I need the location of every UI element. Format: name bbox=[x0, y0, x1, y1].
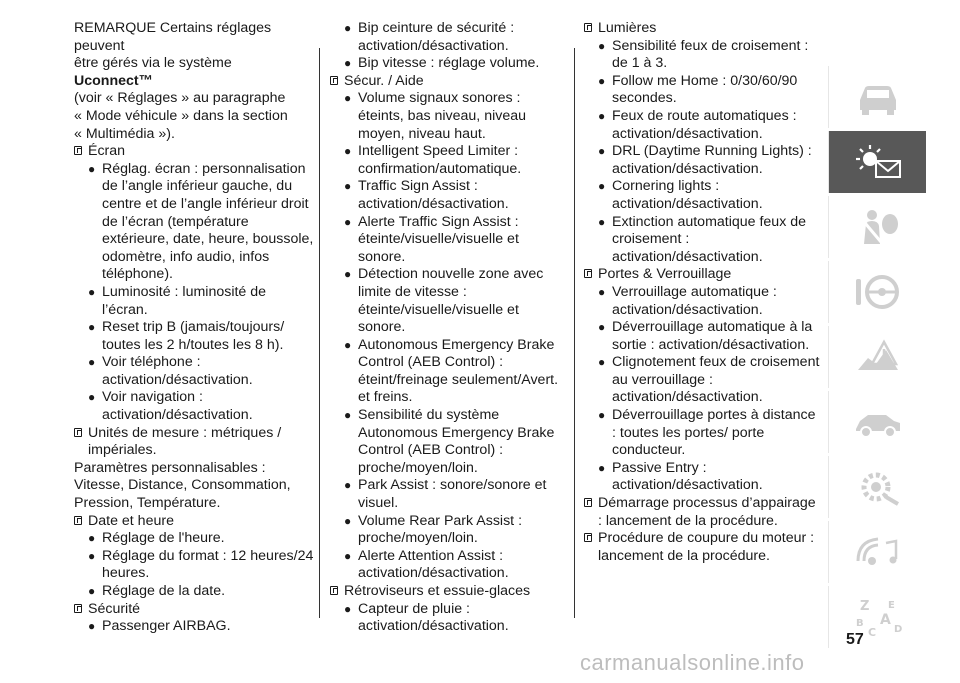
steering-key-icon bbox=[850, 271, 906, 313]
bullet-volume-signaux: ● Volume signaux sonores : éteints, bas niveau, niveau moyen, niveau haut. bbox=[330, 90, 570, 143]
bullet-aeb: ● Autonomous Emergency Brake Control (AEB Control) : éteint/freinage seulement/Avert. et freins. bbox=[330, 337, 570, 407]
bullet-clignotement: ● Clignotement feux de croisement au verrouillage : activation/désactivation. bbox=[584, 354, 820, 407]
bullet-follow-me: ● Follow me Home : 0/30/60/90 secondes. bbox=[584, 73, 820, 108]
chapter-sidebar bbox=[828, 66, 926, 651]
gear-wrench-icon bbox=[850, 466, 906, 508]
bullet-voir-telephone: ● Voir téléphone : activation/désactivation. bbox=[74, 354, 314, 389]
section-secur-aide: Sécur. / Aide bbox=[330, 73, 570, 91]
remark-line-2 bbox=[74, 55, 314, 90]
bullet-cornering: ● Cornering lights : activation/désactivation. bbox=[584, 178, 820, 213]
chapter-tab-lights-messages[interactable] bbox=[828, 131, 926, 193]
section-procedure-coupure: Procédure de coupure du moteur : lancement de la procédure. bbox=[584, 530, 820, 565]
chapter-tab-car-front[interactable] bbox=[828, 66, 926, 128]
light-envelope-icon bbox=[850, 141, 906, 183]
column-divider-1 bbox=[319, 48, 320, 618]
chapter-tab-index[interactable] bbox=[828, 586, 926, 648]
bullet-feux-route: ● Feux de route automatiques : activation/désactivation. bbox=[584, 108, 820, 143]
bullet-alerte-traffic: ● Alerte Traffic Sign Assist : éteinte/visuelle/visuelle et sonore. bbox=[330, 214, 570, 267]
bullet-luminosite: ● Luminosité : luminosité de l’écran. bbox=[74, 284, 314, 319]
bullet-deverrouillage-portes: ● Déverrouillage portes à distance : toutes les portes/ porte conducteur. bbox=[584, 407, 820, 460]
uconnect-brand: Uconnect™ bbox=[74, 72, 153, 89]
parametres-text: Paramètres personnalisables : Vitesse, Distance, Consommation, Pression, Température. bbox=[74, 459, 291, 512]
svg-text:Z: Z bbox=[859, 599, 869, 614]
bullet-capteur-pluie: ● Capteur de pluie : activation/désactivation. bbox=[330, 601, 570, 636]
bullet-sensibilite-aeb: ● Sensibilité du système Autonomous Emergency Brake Control (AEB Control) : proche/moyen/loin. bbox=[330, 407, 570, 477]
bullet-drl: ● DRL (Daytime Running Lights) : activation/désactivation. bbox=[584, 143, 820, 178]
chapter-tab-warnings[interactable] bbox=[828, 326, 926, 388]
chapter-tab-multimedia[interactable] bbox=[828, 521, 926, 583]
section-ecran: Écran bbox=[74, 143, 314, 161]
remark-line-5: « Multimédia »). bbox=[74, 125, 175, 142]
bullet-voir-navigation: ● Voir navigation : activation/désactivation. bbox=[74, 389, 314, 424]
chapter-tab-safety[interactable] bbox=[828, 196, 926, 258]
remark-line-3: (voir « Réglages » au paragraphe bbox=[74, 90, 286, 107]
bullet-volume-rear: ● Volume Rear Park Assist : proche/moyen/loin. bbox=[330, 513, 570, 548]
multimedia-icon bbox=[850, 531, 906, 573]
car-front-icon bbox=[850, 76, 906, 118]
watermark: carmanualsonline.info bbox=[580, 650, 805, 675]
section-unites: Unités de mesure : métriques / impériales. bbox=[74, 425, 314, 460]
seatbelt-airbag-icon bbox=[850, 206, 906, 248]
svg-text:E: E bbox=[887, 600, 895, 611]
section-securite: Sécurité bbox=[74, 601, 314, 619]
remark-line-4: « Mode véhicule » dans la section bbox=[74, 107, 288, 124]
bullet-verrouillage-auto: ● Verrouillage automatique : activation/désactivation. bbox=[584, 284, 820, 319]
column-3 bbox=[584, 20, 820, 565]
bullet-reglage-date: ● Réglage de la date. bbox=[74, 583, 314, 601]
bullet-reglag-ecran: ● Réglag. écran : personnalisation de l’angle inférieur gauche, du centre et de l’angle inférieur droit de l’écran (température extérieure, date, heure, boussole, odomètre, info audio, infos téléphone). bbox=[74, 161, 314, 284]
bullet-park-assist: ● Park Assist : sonore/sonore et visuel. bbox=[330, 477, 570, 512]
bullet-bip-ceinture: ● Bip ceinture de sécurité : activation/désactivation. bbox=[330, 20, 570, 55]
svg-text:C: C bbox=[867, 626, 876, 638]
bullet-extinction: ● Extinction automatique feux de croisement : activation/désactivation. bbox=[584, 214, 820, 267]
chapter-tab-maintenance[interactable] bbox=[828, 456, 926, 518]
svg-text:D: D bbox=[893, 624, 902, 635]
bullet-intelligent-speed: ● Intelligent Speed Limiter : confirmation/automatique. bbox=[330, 143, 570, 178]
chapter-tab-starting-driving[interactable] bbox=[828, 261, 926, 323]
bullet-sensibilite-feux: ● Sensibilité feux de croisement : de 1 à 3. bbox=[584, 38, 820, 73]
section-demarrage: Démarrage processus d’appairage : lancement de la procédure. bbox=[584, 495, 820, 530]
svg-text:B: B bbox=[855, 618, 864, 629]
column-1 bbox=[74, 20, 314, 636]
section-retroviseurs: Rétroviseurs et essuie-glaces bbox=[330, 583, 570, 601]
bullet-alerte-attention: ● Alerte Attention Assist : activation/désactivation. bbox=[330, 548, 570, 583]
bullet-reglage-format: ● Réglage du format : 12 heures/24 heures. bbox=[74, 548, 314, 583]
bullet-detection-zone: ● Détection nouvelle zone avec limite de vitesse : éteinte/visuelle/visuelle et sonore. bbox=[330, 266, 570, 336]
warning-road-icon bbox=[850, 336, 906, 378]
bullet-bip-vitesse: ● Bip vitesse : réglage volume. bbox=[330, 55, 570, 73]
bullet-reglage-heure: ● Réglage de l'heure. bbox=[74, 530, 314, 548]
section-portes: Portes & Verrouillage bbox=[584, 266, 820, 284]
bullet-traffic-sign: ● Traffic Sign Assist : activation/désactivation. bbox=[330, 178, 570, 213]
page-number: 57 bbox=[846, 631, 864, 648]
bullet-passive-entry: ● Passive Entry : activation/désactivation. bbox=[584, 460, 820, 495]
section-lumieres: Lumières bbox=[584, 20, 820, 38]
car-side-icon bbox=[850, 401, 906, 443]
column-divider-2 bbox=[574, 48, 575, 618]
bullet-passenger-airbag: ● Passenger AIRBAG. bbox=[74, 618, 314, 636]
remark-line-2-text: être gérés via le système bbox=[74, 55, 232, 72]
chapter-tab-emergency[interactable] bbox=[828, 391, 926, 453]
bullet-reset-trip: ● Reset trip B (jamais/toujours/ toutes les 2 h/toutes les 8 h). bbox=[74, 319, 314, 354]
column-2 bbox=[330, 20, 570, 636]
section-date-heure: Date et heure bbox=[74, 513, 314, 531]
remark-line-1: REMARQUE Certains réglages peuvent bbox=[74, 20, 272, 54]
bullet-deverrouillage-auto: ● Déverrouillage automatique à la sortie : activation/désactivation. bbox=[584, 319, 820, 354]
svg-text:A: A bbox=[879, 612, 891, 628]
